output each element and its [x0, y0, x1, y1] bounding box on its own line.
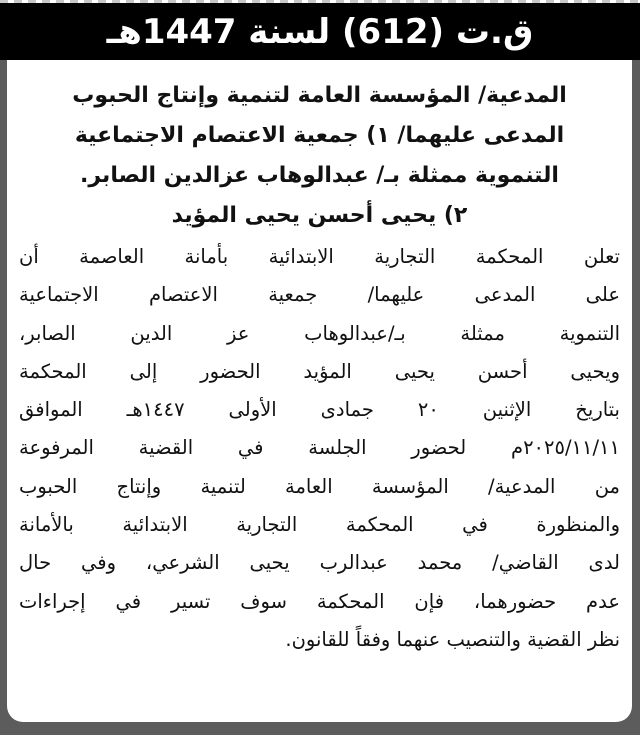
defendants-line-2: التنموية ممثلة بـ/ عبدالوهاب عزالدين الصابر. [80, 163, 559, 188]
parties-block [19, 76, 620, 236]
body-line: من المدعية/ المؤسسة العامة لتنمية وإنتاج الحبوب [19, 474, 620, 498]
body-line: عدم حضورهما، فإن المحكمة سوف تسير في إجراءات [19, 589, 620, 613]
body-line: بتاريخ الإثنين ٢٠ جمادى الأولى ١٤٤٧هـ الموافق [19, 398, 620, 422]
defendants-line-1: المدعى عليهما/ ١) جمعية الاعتصام الاجتماعية [74, 123, 565, 148]
plaintiff-line: المدعية/ المؤسسة العامة لتنمية وإنتاج الحبوب [72, 83, 567, 108]
notice-header [0, 3, 640, 60]
body-line: والمنظورة في المحكمة التجارية الابتدائية بالأمانة [19, 513, 620, 537]
body-line: لدى القاضي/ محمد عبدالرب يحيى الشرعي، وفي حال [19, 551, 620, 575]
body-line: تعلن المحكمة التجارية الابتدائية بأمانة العاصمة أن [19, 245, 620, 268]
case-number-title: ق.ت (612) لسنة 1447هـ [106, 11, 534, 52]
body-line: على المدعى عليهما/ جمعية الاعتصام الاجتماعية [19, 283, 620, 307]
body-line-last: نظر القضية والتنصيب عنهما وفقاً للقانون. [285, 627, 620, 651]
body-line: ٢٠٢٥/١١/١١م لحضور الجلسة في القضية المرفوعة [19, 436, 620, 460]
body-line: التنموية ممثلة بـ/عبدالوهاب عز الدين الصابر، [19, 321, 620, 345]
body-line: ويحيى أحسن يحيى المؤيد الحضور إلى المحكمة [19, 359, 620, 383]
notice-body [19, 238, 620, 659]
defendants-line-3: ٢) يحيى أحسن يحيى المؤيد [171, 203, 468, 228]
notice-panel [7, 60, 632, 722]
